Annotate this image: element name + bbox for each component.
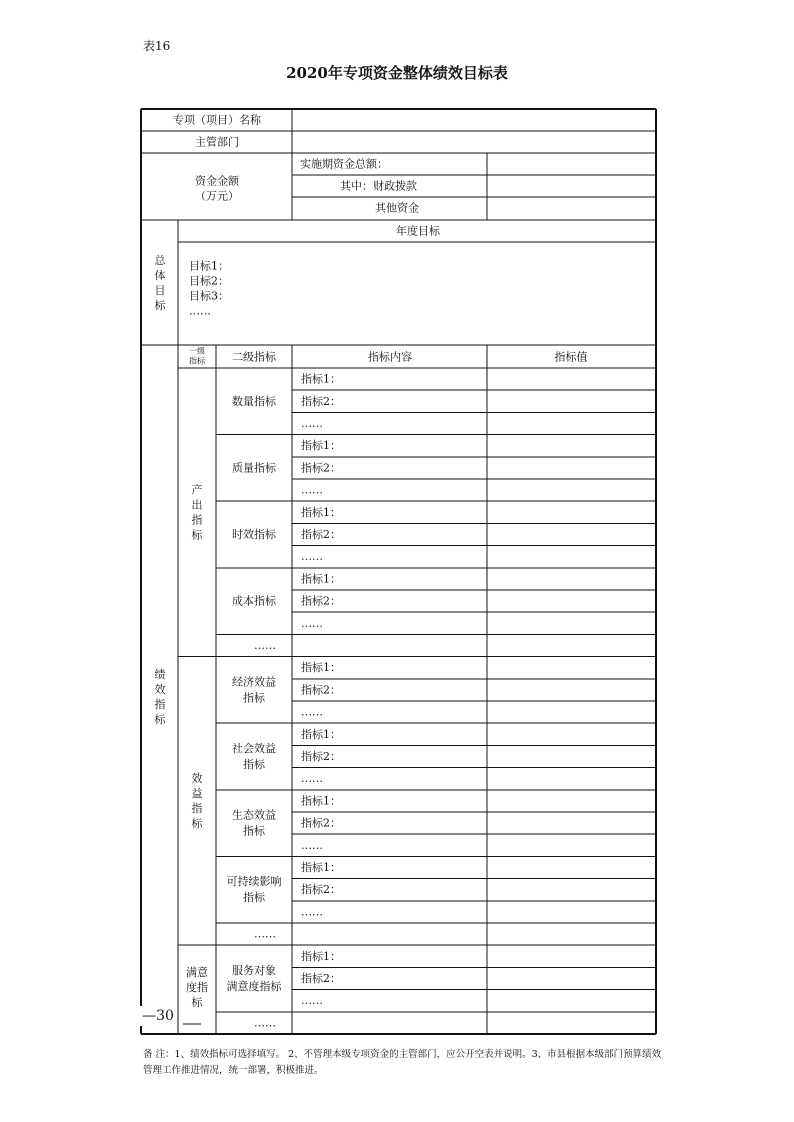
indicator-item: 指标2： [301,528,341,541]
other-funds-label: 其他资金 [375,201,419,215]
indicator-item: 指标2： [301,461,341,475]
benefit-indicator-label: 效 [191,771,203,785]
benefit-indicator-label: 益 [191,786,203,800]
table-number-label: 表16 [143,39,171,53]
output-indicator-label: 指 [191,513,203,527]
indicator-item: 指标1： [301,727,341,741]
content-header: 指标内容 [368,350,412,364]
overall-goal-label: 总 [154,254,166,267]
indicator-item: …… [301,838,323,852]
benefit-indicator-label: 标 [191,816,203,830]
goal-item: 目标3： [189,289,229,303]
page-number: —30 [142,1008,174,1024]
indicator-item: …… [301,705,323,719]
indicator-item: …… [301,483,323,497]
benefit-level2-label: 指标 [243,691,265,705]
indicator-item: 指标1： [301,372,341,386]
indicator-item: …… [301,905,323,919]
total-funds-label: 实施期资金总额： [300,157,388,171]
indicator-item: 指标1： [301,505,341,519]
indicator-item: 指标2： [301,883,341,897]
output-level2-label: 时效指标 [232,528,276,541]
level2-more: …… [254,639,276,652]
indicator-item: 指标1： [301,572,341,586]
output-level2-label: 质量指标 [232,461,276,475]
output-level2-label: 数量指标 [232,394,276,408]
benefit-indicator-label: 指 [191,801,203,815]
value-header: 指标值 [554,350,588,364]
funds-label: 资金金额 [195,174,239,188]
performance-indicator-label: 效 [154,683,166,696]
indicator-item: 指标2： [301,683,341,697]
level2-more: …… [254,927,276,941]
indicator-item: …… [301,994,323,1008]
satisfaction-indicator-label: 度指 [186,981,208,995]
indicator-item: …… [301,616,323,630]
benefit-level2-label: 指标 [243,891,265,905]
fiscal-funds-label: 其中：财政拨款 [340,179,417,193]
footnote: 备 注：1、绩效指标可选择填写。 2、不管理本级专项资金的主管部门，应公开空表并说明。3、市县根据本级部门预算绩效管理工作推进情况，统一部署，积极推进。 [143,1049,662,1076]
level1-header: 一级 [189,346,205,356]
indicator-item: 指标2： [301,750,341,763]
indicator-item: 指标2： [301,972,341,985]
indicator-item: 指标1： [301,439,341,453]
goal-item: 目标1： [189,259,229,273]
goal-item: 目标2： [189,274,229,288]
benefit-level2-label: 社会效益 [232,742,276,755]
satisfaction-indicator-label: 标 [191,996,203,1010]
satisfaction-level2-label: 满意度指标 [226,980,282,993]
output-indicator-label: 产 [191,483,203,497]
goal-item: …… [189,304,211,318]
satisfaction-indicator-label: 满意 [186,966,208,980]
benefit-level2-label: 指标 [243,824,265,838]
output-level2-label: 成本指标 [232,594,276,608]
indicator-item: 指标1： [301,661,341,675]
output-indicator-label: 出 [191,498,203,512]
indicator-item: 指标2： [301,816,341,830]
performance-indicator-label: 绩 [154,668,166,681]
page-title: 2020年专项资金整体绩效目标表 [286,64,508,82]
indicator-item: 指标2： [301,594,341,608]
overall-goal-label: 体 [154,269,166,282]
funds-unit-label: （万元） [195,189,239,203]
indicator-item: 指标1： [301,861,341,874]
indicator-item: 指标1： [301,794,341,808]
benefit-level2-label: 可持续影响 [226,875,282,889]
indicator-item: …… [301,550,323,564]
project-name-label: 专项（项目）名称 [173,113,261,127]
indicator-item: 指标2： [301,394,341,408]
overall-goal-label: 标 [154,299,166,312]
satisfaction-level2-label: 服务对象 [232,964,276,977]
indicator-item: 指标1： [301,949,341,963]
performance-indicator-label: 指 [154,698,166,711]
annual-goal-header: 年度目标 [396,224,440,238]
indicator-item: …… [301,772,323,786]
performance-indicator-label: 标 [154,713,166,726]
level2-more: …… [254,1016,276,1030]
benefit-level2-label: 经济效益 [232,675,276,689]
overall-goal-label: 目 [154,284,166,297]
department-label: 主管部门 [195,135,239,149]
benefit-level2-label: 生态效益 [232,808,276,822]
level2-header: 二级指标 [232,350,276,364]
output-indicator-label: 标 [191,528,203,542]
benefit-level2-label: 指标 [243,758,265,771]
indicator-item: …… [301,417,323,430]
level1-header: 指标 [189,356,205,366]
